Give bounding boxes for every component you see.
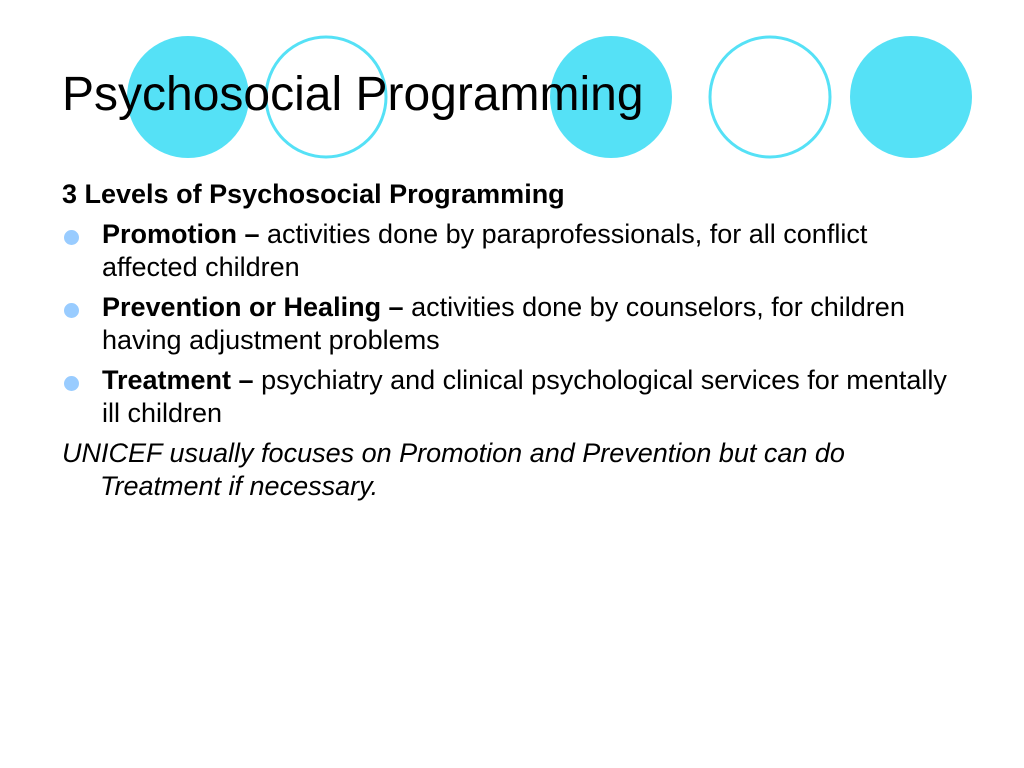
bullet-dot-icon [64,303,79,318]
bullet-dot-icon [64,230,79,245]
bullet-text: activities done by counselors, for children having adjustment problems [102,292,905,355]
bullet-term: Treatment – [102,365,262,395]
bullet-item-promotion [62,218,962,284]
slide-title: Psychosocial Programming [62,68,644,121]
bullet-term: Prevention or Healing – [102,292,412,322]
unicef-note: UNICEF usually focuses on Promotion and Prevention but can do Treatment if necessary. [62,438,845,501]
bullet-dot-icon [64,376,79,391]
bullet-text: activities done by paraprofessionals, for all conflict affected children [102,219,868,282]
section-heading: 3 Levels of Psychosocial Programming [62,179,565,209]
outlined-circle [710,37,830,157]
bullet-term: Promotion – [102,219,268,249]
slide-body [62,178,962,510]
bullet-item-treatment [62,364,962,430]
bullet-item-prevention [62,291,962,357]
bullet-text: psychiatry and clinical psychological services for mentally ill children [102,365,947,428]
filled-circle [850,36,972,158]
